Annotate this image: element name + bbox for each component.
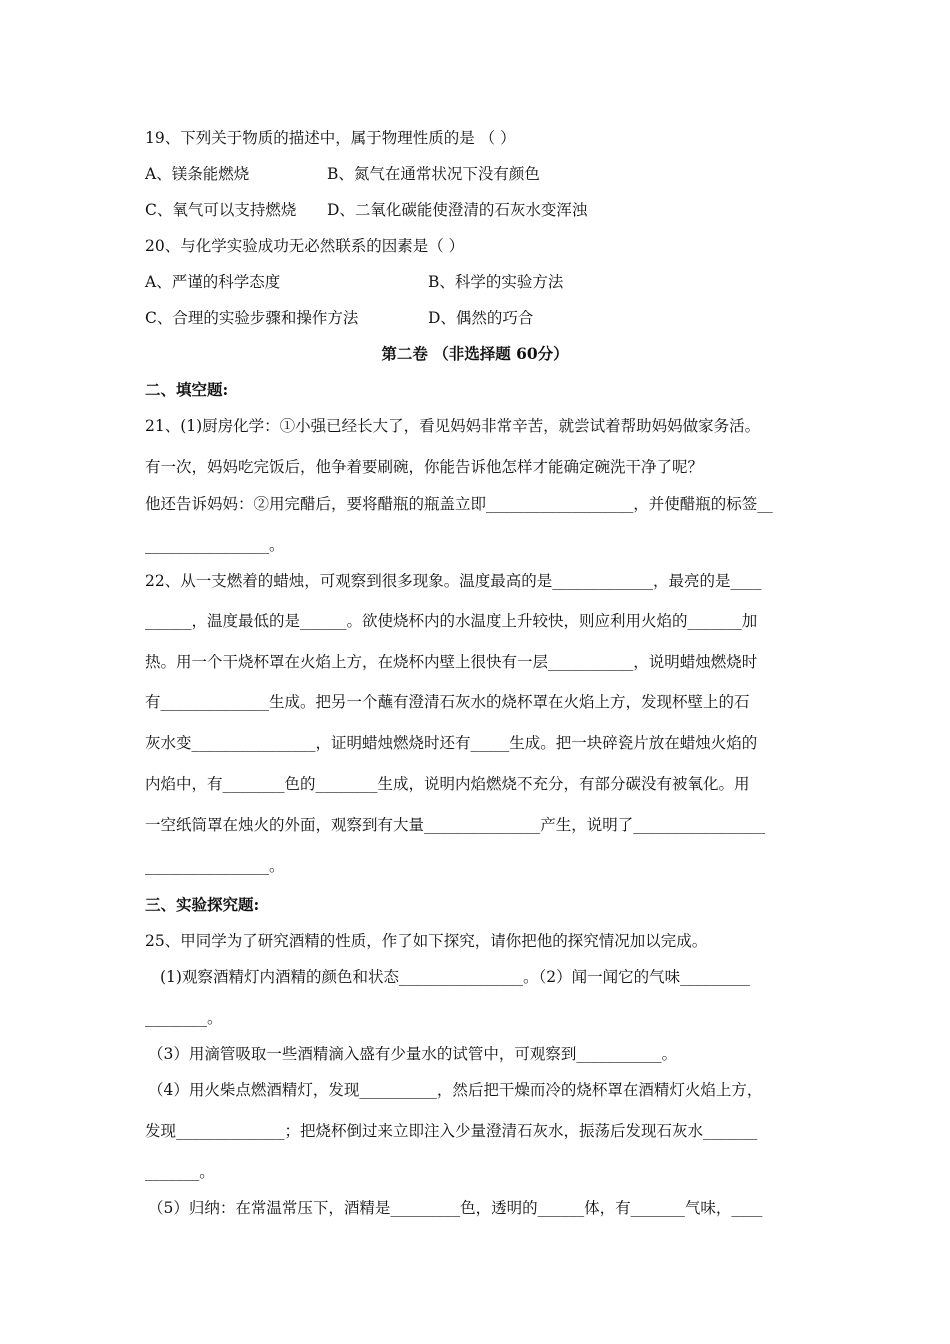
section3-heading: 三、实验探究题: [145,895,260,914]
q19-option-d: D、二氧化碳能使澄清的石灰水变浑浊 [327,201,588,219]
q25-line: （4）用火柴点燃酒精灯，发现__________，然后把干燥而冷的烧杯罩在酒精灯火焰上方， [148,1081,763,1099]
q25-line: (1)观察酒精灯内酒精的颜色和状态________________。（2）闻一闻它的气味_________ [160,968,750,986]
q20-option-b: B、科学的实验方法 [428,273,564,291]
q21-line: 21、(1)厨房化学：①小强已经长大了，看见妈妈非常辛苦，就尝试着帮助妈妈做家务活。 [145,417,761,435]
q19-option-c: C、氧气可以支持燃烧 [145,201,297,219]
q22-line: 一空纸筒罩在烛火的外面，观察到有大量_______________产生，说明了_________________ [145,816,766,834]
q19-option-a: A、镁条能燃烧 [145,165,250,183]
q21-line: 他还告诉妈妈：②用完醋后，要将醋瓶的瓶盖立即___________________，并使醋瓶的标签__ [145,495,773,513]
q19-option-b: B、氮气在通常状况下没有颜色 [327,165,540,183]
q25-line: 25、甲同学为了研究酒精的性质，作了如下探究，请你把他的探究情况加以完成。 [145,932,708,950]
q20-option-c: C、合理的实验步骤和操作方法 [145,309,359,327]
q22-line: ________________。 [145,857,285,875]
q22-line: 热。用一个干烧杯罩在火焰上方，在烧杯内壁上很快有一层___________，说明蜡烛燃烧时 [145,653,758,671]
q20-option-a: A、严谨的科学态度 [145,273,281,291]
q19-stem: 19、下列关于物质的描述中，属于物理性质的是 （ ） [145,129,516,147]
q25-line: ________。 [145,1009,223,1027]
q21-line: ________________。 [145,536,285,554]
q22-line: 灰水变________________，证明蜡烛燃烧时还有_____生成。把一块碎瓷片放在蜡烛火焰的 [145,734,758,752]
q25-line: _______。 [145,1163,215,1181]
q25-line: 发现______________；把烧杯倒过来立即注入少量澄清石灰水，振荡后发现石灰水_______ [145,1122,758,1140]
q22-line: 22、从一支燃着的蜡烛，可观察到很多现象。温度最高的是_____________，最亮的是____ [145,572,762,590]
q25-line: （5）归纳：在常温常压下，酒精是_________色，透明的______体，有_______气味，____ [148,1199,763,1217]
q22-line: 有______________生成。把另一个蘸有澄清石灰水的烧杯罩在火焰上方，发现杯壁上的石 [145,693,750,711]
q21-line: 有一次，妈妈吃完饭后，他争着要刷碗，你能告诉他怎样才能确定碗洗干净了呢？ [145,458,704,476]
q20-option-d: D、偶然的巧合 [428,309,534,327]
q20-stem: 20、与化学实验成功无必然联系的因素是（ ） [145,237,465,255]
section2-heading: 二、填空题: [145,380,229,399]
part2-title: 第二卷 （非选择题 60分） [381,344,569,363]
q25-line: （3）用滴管吸取一些酒精滴入盛有少量水的试管中，可观察到___________。 [148,1045,678,1063]
q22-line: 内焰中，有________色的________生成，说明内焰燃烧不充分，有部分碳没有被氧化。用 [145,775,750,793]
q22-line: ______，温度最低的是______。欲使烧杯内的水温度上升较快，则应利用火焰的_______加 [145,612,758,630]
